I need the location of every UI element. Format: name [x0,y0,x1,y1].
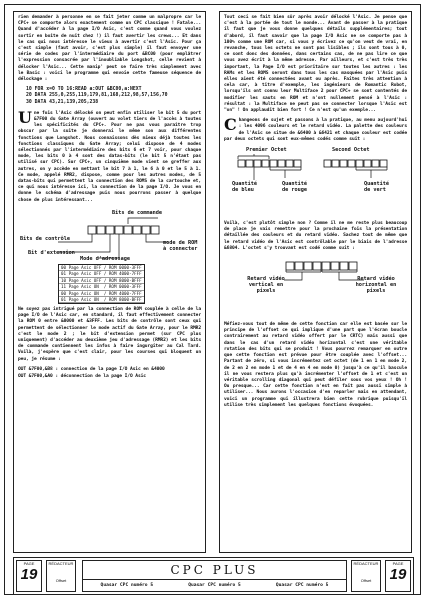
left-paragraph-3: Ne soyez pas intrigué par la connection de ROM couplée à celle de la page I/O de l'Asic car, en standard, il faut effectivement connecter la ROM 0 entre &0000 et &3FFF. Les bits de contrôle sont ceux qui permettent de sélectionner le mode actif du Gate Array, pour le RMR2 c'est le mode 2 ; le bit d'extension permet (sur CPC plus uniquement) d'accéder au deuxième jeu d'adressage (RMR2) et les bits de commande contiennent les infos à faire ingurgiter au Cal Tard. Voilà, j'espère que c'est clair, pour les courses qui bloquent un peu, je résume : [18,306,201,362]
drop-cap-u: U [18,107,32,127]
palette-diagram [224,147,407,217]
label-retard-vertical: Retard vidéo vertical en pixels [247,276,285,295]
issue-label: Quasar CPC numéro 5 [188,583,241,588]
magazine-title: CPC PLUS [83,561,346,580]
label-quantite-bleu: Quantité de bleu [232,181,257,194]
table-row: 00 Page Asic ON / ROM 4000-7FFF [61,290,142,296]
label-retard-horizontal: Retard vidéo horizontal en pixels [355,276,397,295]
out-command-1: OUT &7F00,&B8 : connection de la page I/O Asic en &4000 [18,366,165,372]
label-quantite-vert: Quantité de vert [364,181,389,194]
right-paragraph-3: Voilà, c'est plutôt simple non ? Comme il ne me reste plus beaucoup de place je vais remettre pour la prochaine fois la présentation détaillée des couleurs et du retard vidéo. Sachez tout de même que le retard vidéo de l'Asic est contrôlable par le biais de l'adresse &6804. L'octet s'y trouvant est codé comme suit : [224,221,407,251]
page-footer [13,557,414,595]
out-command-2: OUT &7F00,&A0 : déconnection de la page I/O Asic [18,373,146,379]
drop-cap-c: C [224,115,237,135]
redacteur-box-right [351,560,381,592]
left-paragraph-1: rien demander à personne en se fait jeter comme un malpropre car le CPC+ se comporte alors exactement comme un CPC classique ! Fatale... Quand d'accéder à la page I/O Asic, c'est comme quand vous voulez sortir en boîte de nuit chez !) il faut avertir les crews... Et dans le cas qui nous intéresse le vieux à avertir c'est l'Asic. Pour ça c'est simple (faut avoir, c'est plus simple) il faut envoyer une série de codes par l'intermédiaire du port &BC00 (pour emplâtrer l'expression consacrée par l'inoubliable Longshot, celle revient à délocker l'Asic... Cette manip' peut se faire très simplement avec le Basic : voici le programme qui envoie cette fameuse séquence de délockage : [18,15,201,83]
page-number-box-right [385,560,411,592]
label-bit-extension: Bit d'extension [28,249,75,256]
page-label: PAGE [23,561,35,566]
left-paragraph-2-text: ne fois l'Asic délocké on peut enfin utiliser le bit 5 du port &7F00 du Gate Array (ouvert au volet tiers de l'accès à toutes les spécificités du CPC+. Pour ne pas vous paraître trop obscur par la suite je donnerai le même son aux différentes fonctions que Longshot. Nous connaissons dès mieux déjà toutes les fonctions classiques du Gate Array; celui dispose de 4 modes sélectionnés par l'intermédiaire des bits 6 et 7 voir, pour chaque mode, les bits 0 à 4 sont des datas-bits (le bit 5 n'étant pas utilisé sur CPC). Sur CPC+, un cinquième mode vient se greffer aux autres, on y accède en mettant le bit 7 à 1, le 6 à 0 et le 5 à 1. Ce mode, appelé RMR2, dispose, comme pour les autres modes, de 5 datas-bits qui permettent la connection des ROMS de la cartouche et, ce qui nous intéresse ici, la connection de la page I/O. Je vous en donne le schéma d'adressage puis nous pourrons passer à quelque chose de plus intéressant... [18,110,201,203]
redacteur-box-left [46,560,76,592]
right-paragraph-1: Tout ceci se fait bien sûr après avoir délocké l'Asic. Je pense que c'est à la portée de tout le monde... Avant de passer à la pratique il faut que je vous donne quelques détails supplémentaires; tout d'abord, il faut savoir que la page I/O Asic ne se comporte pas à 100% comme une ROM car, si vous y écrivez ce qu'on veut de vrai, en revanche, tous les octets ne sont pas lisibles ; ils sont tous à 0, ce sont donc des données, dans certains cas, de ne pas lire ce que vous avez écrit à la même adresse. Par ailleurs, et c'est très très important, la Page I/O est prioritaire sur toutes les autres : les RAMs et les ROMS seront dans tous les cas masquées par l'Asic puis elles aient été connectées avant ou après. Faites très attention à cela car, à titre d'exemple, les ingénieurs de Romantic Robot, lorsqu'ils ont connu leur Multiface 2 pour CPC+ se sont contentés de modifier les sauts en ROM et n'ont nullement pensé à l'Asic : résultat : la Multiface ne peut pas se connecter lorsque l'Asic est "on" ! On applaudit bien fort ! Ce n'est qu'un exemple... [224,15,407,114]
page-frame [4,4,421,595]
table-row: 01 Page Asic OFF / ROM 4000-7FFF [61,271,142,277]
redacteur-label: RÉDACTEUR [353,561,379,566]
label-mode-rom: mode de ROM à connecter [163,239,198,252]
page-number: 19 [389,566,407,583]
table-row: 01 Page Asic ON / ROM 8000-BFFF [61,296,142,302]
offset-label: Offset [55,578,67,583]
right-column [219,11,412,553]
page-label: PAGE [392,561,404,566]
issue-label: Quasar CPC numéro 5 [100,583,154,588]
issue-strip [83,580,346,592]
right-paragraph-2 [224,115,407,143]
label-premier-octet: Premier Octet [246,147,287,154]
basic-code-listing: 10 FOR x=0 TO 16:READ a:OUT &BC00,a:NEXT 20 DATA 255,0,255,119,179,81,168,212,98,57,156,70 30 DATA 43,21,139,205,238 [26,87,168,105]
label-bits-controle: Bits de contrôle [20,235,70,242]
retard-video-diagram [224,256,407,318]
table-row: 00 Page Asic OFF / ROM 0000-3FFF [61,264,142,270]
label-mode-adressage: Mode d'adressage [80,255,130,262]
issue-label: Quasar CPC numéro 5 [275,583,329,588]
masthead [82,560,347,592]
table-row: 10 Page Asic OFF / ROM 8000-BFFF [61,277,142,283]
table-row: 11 Page Asic ON / ROM 0000-3FFF [61,284,142,290]
page-number-box-left [16,560,42,592]
rmr2-diagram [18,208,201,303]
label-bits-commande: Bits de commande [112,209,162,216]
left-paragraph-2 [18,107,201,204]
addressing-table [58,264,145,304]
offset-label: Offset [360,578,372,583]
label-quantite-rouge: Quantité de rouge [282,181,307,194]
label-second-octet: Second Octet [332,147,370,154]
redacteur-label: RÉDACTEUR [48,561,74,566]
left-column [13,11,206,553]
page-number: 19 [20,566,38,583]
right-paragraph-4: Méfiez-vous tout de même de cette fonction car elle est basée sur le principe de l'offset ce qui implique d'une part que l'écran boucle contrairement au retard vidéo offert par le CRTC) mais aussi que dans le cas d'un retard vidéo horizontal c'est une véritable rotation des bits qui se produit ! Vous pourrez remarquer en outre que cette fonction est prévue pour être couplée avec l'offset... Partant de zéro, si vous incrémentez cet octet (de 1 en 1 en mode 2, de 2 en 2 en mode 1 et de 4 en 4 en mode 0) jusqu'à ce qu'il bascule il ne vous restera plus qu'à incrémenter l'offset de 1 et c'est un véritable scrolling diagonal qui peut défiler sous vos yeux ! Oh ! Ou presque... Car cette fonction n'est en fait pas aussi simple à utiliser... Nous aurons l'occasion d'en reparler mais en attendant, voici un programme qui illustrera bien cette rubrique puisqu'il utilise très simplement les quelques fonctions évoquées. [224,322,407,408]
right-paragraph-2-text: hangeons de sujet et passons à la pratique, au menu aujourd'hui : les 4096 couleurs et le retard vidéo. La palette des couleurs de l'Asic se situe de &6400 à &6421 et chaque couleur est codée par deux octets qui sont eux-mêmes codés comme suit : [224,118,407,142]
